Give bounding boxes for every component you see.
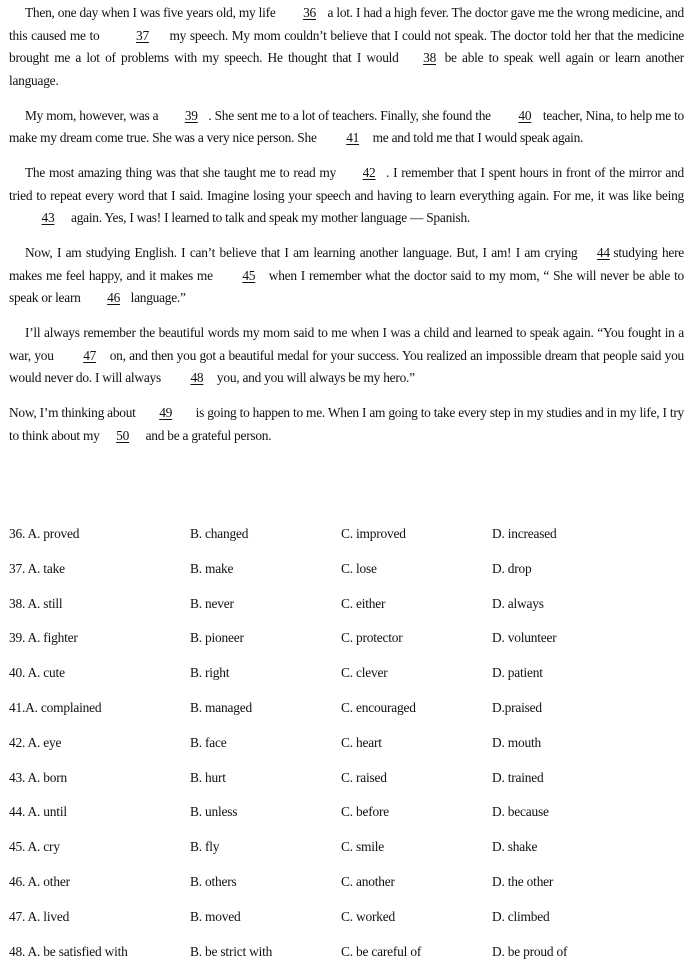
answer-option: D. drop bbox=[492, 560, 532, 576]
passage-text: studying here makes me feel happy, and it makes me bbox=[9, 245, 684, 283]
passage-text: Then, one day when I was five years old, my life bbox=[25, 5, 276, 20]
blank-40: 40 bbox=[518, 107, 532, 123]
passage-text: I’ll always remember the beautiful words my mom said to me when I was a child and learned to speak again. “You fought in a war, you bbox=[9, 325, 684, 363]
passage-text: my speech. My mom couldn’t believe that I could not speak. The doctor told her that the medicine brought me a lot of problems with my speech. He thought that I would bbox=[9, 27, 684, 65]
passage-text: when I remember what the doctor said to my mom, “ She will never be able to speak or learn bbox=[9, 267, 684, 305]
question-row bbox=[9, 865, 689, 900]
question-row bbox=[9, 795, 689, 830]
blank-39: 39 bbox=[184, 107, 198, 123]
question-row bbox=[9, 552, 689, 587]
question-row bbox=[9, 726, 689, 761]
blank-41: 41 bbox=[346, 130, 360, 145]
answer-option: 47. A. lived bbox=[9, 908, 70, 924]
answer-option: D. because bbox=[492, 804, 549, 820]
question-row bbox=[9, 587, 689, 622]
passage-text: Now, I am studying English. I can’t believe that I am learning another language. But, I am! I am crying bbox=[25, 245, 578, 260]
answer-option: C. lose bbox=[341, 560, 377, 576]
passage-text: you, and you will always be my hero.” bbox=[216, 370, 415, 385]
answer-option: 40. A. cute bbox=[9, 665, 65, 681]
blank-36: 36 bbox=[303, 5, 316, 20]
answer-option: C. raised bbox=[341, 769, 387, 785]
answer-option: C. worked bbox=[341, 908, 395, 924]
answer-option: D. volunteer bbox=[492, 630, 557, 646]
question-row bbox=[9, 761, 689, 796]
blank-50: 50 bbox=[116, 427, 130, 443]
answer-options bbox=[9, 517, 689, 969]
answer-option: 43. A. born bbox=[9, 769, 68, 785]
answer-option: C. either bbox=[341, 595, 386, 611]
answer-option: B. managed bbox=[190, 699, 252, 715]
question-row bbox=[9, 830, 689, 865]
question-row bbox=[9, 935, 689, 969]
passage-text: on, and then you got a beautiful medal for your success. You realized an impossible dream that people said you would never do. I will always bbox=[9, 347, 684, 385]
question-row bbox=[9, 621, 689, 656]
blank-38: 38 bbox=[423, 50, 437, 65]
answer-option: B. others bbox=[190, 873, 237, 889]
answer-option: D. mouth bbox=[492, 734, 541, 750]
answer-option: B. make bbox=[190, 560, 234, 576]
answer-option: B. pioneer bbox=[190, 630, 244, 646]
answer-option: B. face bbox=[190, 734, 227, 750]
passage-text: . I remember that I spent hours in front of the mirror and tried to repeat every word that I said. Imagine losing your speech and having to learn everything again. For me, it was like being bbox=[9, 165, 684, 203]
answer-option: 48. A. be satisfied with bbox=[9, 943, 128, 959]
answer-option: D.praised bbox=[492, 699, 542, 715]
passage bbox=[9, 2, 684, 460]
answer-option: D. increased bbox=[492, 526, 557, 541]
answer-option: B. unless bbox=[190, 804, 238, 820]
answer-option: C. smile bbox=[341, 839, 385, 855]
passage-paragraph bbox=[9, 105, 684, 150]
passage-paragraph bbox=[9, 162, 684, 230]
answer-option: C. protector bbox=[341, 630, 403, 646]
passage-text: Now, I’m thinking about bbox=[9, 405, 136, 420]
answer-option: 46. A. other bbox=[9, 873, 70, 889]
answer-option: 39. A. fighter bbox=[9, 630, 78, 646]
answer-option: D. patient bbox=[492, 665, 543, 681]
answer-option: D. the other bbox=[492, 873, 554, 889]
answer-option: C. encouraged bbox=[341, 699, 416, 715]
passage-text: be able to speak well again or learn another language. bbox=[9, 50, 684, 88]
answer-option: B. changed bbox=[190, 526, 249, 541]
answer-option: B. right bbox=[190, 665, 230, 681]
blank-37: 37 bbox=[136, 27, 149, 43]
blank-44: 44 bbox=[596, 245, 610, 260]
answer-option: C. improved bbox=[341, 526, 406, 541]
answer-option: 42. A. eye bbox=[9, 734, 62, 750]
passage-text: is going to happen to me. When I am going to take every step in my studies and in my life, I try to think about my bbox=[9, 405, 684, 443]
passage-paragraph bbox=[9, 402, 684, 447]
passage-text: and be a grateful person. bbox=[145, 427, 272, 443]
answer-option: B. moved bbox=[190, 908, 241, 924]
blank-49: 49 bbox=[159, 405, 173, 420]
answer-option: D. be proud of bbox=[492, 943, 568, 959]
passage-paragraph bbox=[9, 2, 684, 92]
passage-paragraph bbox=[9, 322, 684, 390]
answer-option: D. always bbox=[492, 595, 544, 611]
answer-option: B. be strict with bbox=[190, 943, 273, 959]
blank-48: 48 bbox=[190, 370, 204, 385]
passage-text: My mom, however, was a bbox=[25, 107, 159, 123]
passage-text: a lot. I had a high fever. The doctor gave me the wrong medicine, and this caused me to bbox=[9, 5, 684, 43]
answer-option: B. never bbox=[190, 595, 234, 611]
answer-option: B. hurt bbox=[190, 769, 226, 785]
answer-option: C. be careful of bbox=[341, 943, 422, 959]
answer-option: C. another bbox=[341, 873, 395, 889]
passage-text: again. Yes, I was! I learned to talk and speak my mother language — Spanish. bbox=[71, 210, 470, 225]
answer-option: 44. A. until bbox=[9, 804, 67, 820]
answer-option: C. before bbox=[341, 804, 390, 820]
blank-47: 47 bbox=[83, 347, 97, 363]
answer-option: 38. A. still bbox=[9, 595, 63, 611]
answer-option: 37. A. take bbox=[9, 560, 65, 576]
answer-option: C. clever bbox=[341, 665, 388, 681]
answer-option: 45. A. cry bbox=[9, 839, 60, 855]
answer-option: D. shake bbox=[492, 839, 538, 855]
passage-text: language.” bbox=[130, 290, 186, 305]
blank-46: 46 bbox=[107, 290, 121, 305]
question-row bbox=[9, 900, 689, 935]
blank-42: 42 bbox=[362, 165, 376, 180]
answer-option: 36. A. proved bbox=[9, 526, 80, 541]
passage-text: The most amazing thing was that she taught me to read my bbox=[25, 165, 337, 180]
passage-paragraph bbox=[9, 242, 684, 310]
question-row bbox=[9, 691, 689, 726]
passage-text: teacher, Nina, to help me to make my dream come true. She was a very nice person. She bbox=[9, 107, 684, 145]
answer-option: 41.A. complained bbox=[9, 699, 102, 715]
passage-text: me and told me that I would speak again. bbox=[372, 130, 584, 145]
answer-option: B. fly bbox=[190, 839, 220, 855]
blank-43: 43 bbox=[41, 210, 55, 225]
answer-option: D. climbed bbox=[492, 908, 550, 924]
question-row bbox=[9, 656, 689, 691]
blank-45: 45 bbox=[242, 267, 256, 283]
answer-option: C. heart bbox=[341, 734, 382, 750]
answer-option: D. trained bbox=[492, 769, 544, 785]
passage-text: . She sent me to a lot of teachers. Finally, she found the bbox=[208, 107, 491, 123]
question-row bbox=[9, 517, 689, 552]
